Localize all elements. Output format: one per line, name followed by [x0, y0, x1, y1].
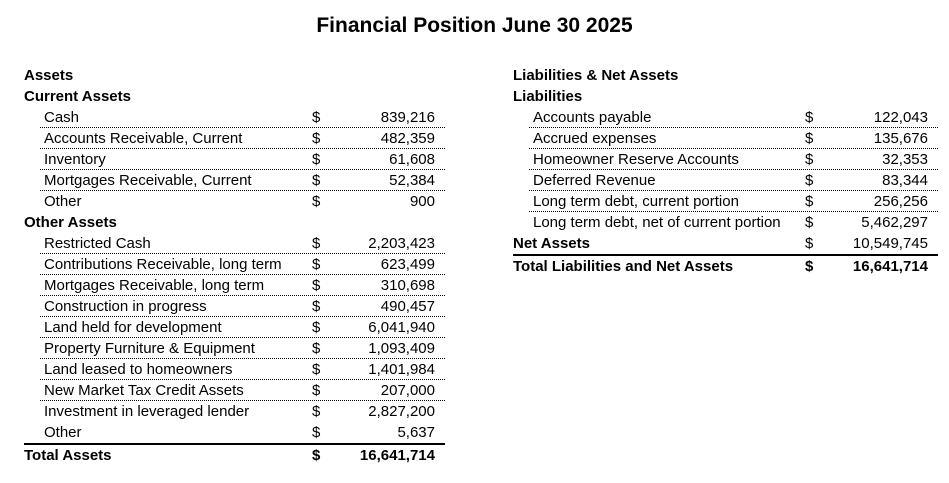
assets-table — [24, 86, 445, 464]
row-label: Long term debt, current portion — [533, 193, 739, 210]
currency-symbol: $ — [312, 172, 321, 189]
row-label: Contributions Receivable, long term — [44, 256, 282, 273]
row-amount: 61,608 — [389, 151, 435, 168]
liabilities-header: Liabilities & Net Assets — [513, 67, 679, 84]
table-row — [24, 107, 445, 128]
table-row — [513, 170, 938, 191]
table-row — [24, 191, 445, 212]
table-row — [24, 149, 445, 170]
currency-symbol: $ — [312, 447, 321, 464]
table-row — [24, 359, 445, 380]
currency-symbol: $ — [805, 151, 814, 168]
row-amount: 6,041,940 — [368, 319, 435, 336]
currency-symbol: $ — [805, 172, 814, 189]
row-label: Land leased to homeowners — [44, 361, 233, 378]
section-header: Other Assets — [24, 214, 117, 231]
currency-symbol: $ — [805, 235, 814, 252]
currency-symbol: $ — [312, 340, 321, 357]
currency-symbol: $ — [312, 424, 321, 441]
currency-symbol: $ — [312, 277, 321, 294]
row-label: Total Assets — [24, 447, 112, 464]
currency-symbol: $ — [312, 193, 321, 210]
row-amount: 83,344 — [882, 172, 928, 189]
table-row — [24, 128, 445, 149]
page-title: Financial Position June 30 2025 — [316, 14, 633, 37]
assets-header: Assets — [24, 67, 74, 84]
row-label: Inventory — [44, 151, 106, 168]
row-amount: 207,000 — [380, 382, 435, 399]
row-label: Property Furniture & Equipment — [44, 340, 255, 357]
table-row — [513, 212, 938, 233]
currency-symbol: $ — [312, 151, 321, 168]
row-amount: 16,641,714 — [359, 447, 435, 464]
section-header: Current Assets — [24, 88, 131, 105]
row-amount: 256,256 — [873, 193, 928, 210]
table-row — [24, 254, 445, 275]
row-label: Mortgages Receivable, long term — [44, 277, 265, 294]
currency-symbol: $ — [312, 256, 321, 273]
row-label: Investment in leveraged lender — [44, 403, 250, 420]
currency-symbol: $ — [312, 235, 321, 252]
liabilities-column — [513, 65, 938, 275]
row-amount: 839,216 — [380, 109, 435, 126]
table-row — [513, 191, 938, 212]
table-row — [513, 149, 938, 170]
row-label: Other — [44, 424, 82, 441]
row-label: Total Liabilities and Net Assets — [513, 258, 734, 275]
currency-symbol: $ — [312, 361, 321, 378]
row-label: New Market Tax Credit Assets — [44, 382, 244, 399]
row-amount: 310,698 — [380, 277, 435, 294]
row-amount: 1,401,984 — [368, 361, 435, 378]
row-amount: 482,359 — [380, 130, 435, 147]
section-header: Liabilities — [513, 88, 583, 105]
table-row — [24, 233, 445, 254]
row-label: Land held for development — [44, 319, 222, 336]
table-row — [513, 128, 938, 149]
table-row — [24, 338, 445, 359]
table-row — [24, 380, 445, 401]
row-amount: 1,093,409 — [368, 340, 435, 357]
total-row — [24, 443, 445, 464]
row-amount: 122,043 — [873, 109, 928, 126]
row-label: Long term debt, net of current portion — [533, 214, 781, 231]
table-row — [24, 317, 445, 338]
row-label: Homeowner Reserve Accounts — [533, 151, 739, 168]
row-label: Cash — [44, 109, 80, 126]
currency-symbol: $ — [805, 193, 814, 210]
row-amount: 10,549,745 — [852, 235, 928, 252]
liabilities-table — [513, 86, 938, 275]
row-label: Net Assets — [513, 235, 590, 252]
table-row — [24, 170, 445, 191]
row-label: Deferred Revenue — [533, 172, 656, 189]
row-amount: 2,827,200 — [368, 403, 435, 420]
currency-symbol: $ — [312, 382, 321, 399]
currency-symbol: $ — [312, 319, 321, 336]
row-label: Accrued expenses — [533, 130, 657, 147]
row-label: Accounts payable — [533, 109, 652, 126]
row-amount: 52,384 — [389, 172, 435, 189]
net-assets-row — [513, 233, 938, 254]
total-row — [513, 254, 938, 275]
table-row — [24, 275, 445, 296]
row-amount: 2,203,423 — [368, 235, 435, 252]
row-amount: 135,676 — [873, 130, 928, 147]
currency-symbol: $ — [312, 298, 321, 315]
row-amount: 623,499 — [380, 256, 435, 273]
table-row — [24, 401, 445, 422]
row-amount: 5,637 — [397, 424, 435, 441]
row-label: Construction in progress — [44, 298, 207, 315]
currency-symbol: $ — [805, 109, 814, 126]
currency-symbol: $ — [312, 130, 321, 147]
currency-symbol: $ — [312, 403, 321, 420]
table-row — [24, 422, 445, 443]
currency-symbol: $ — [805, 130, 814, 147]
row-label: Mortgages Receivable, Current — [44, 172, 252, 189]
table-row — [513, 107, 938, 128]
row-amount: 5,462,297 — [861, 214, 928, 231]
table-row — [24, 296, 445, 317]
row-amount: 16,641,714 — [852, 258, 928, 275]
row-label: Other — [44, 193, 82, 210]
row-label: Accounts Receivable, Current — [44, 130, 243, 147]
row-amount: 32,353 — [882, 151, 928, 168]
currency-symbol: $ — [805, 214, 814, 231]
currency-symbol: $ — [805, 258, 814, 275]
row-amount: 900 — [409, 193, 435, 210]
assets-column — [24, 65, 445, 464]
currency-symbol: $ — [312, 109, 321, 126]
row-amount: 490,457 — [380, 298, 435, 315]
row-label: Restricted Cash — [44, 235, 151, 252]
